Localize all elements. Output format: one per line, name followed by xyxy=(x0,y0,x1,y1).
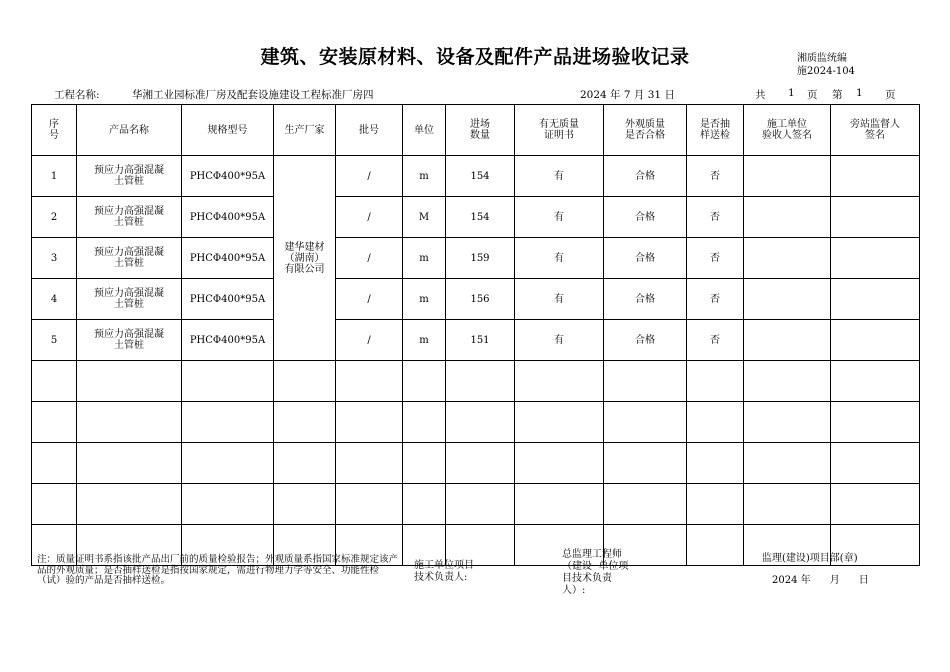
project-label: 工程名称: xyxy=(54,89,100,101)
project-name: 华湘工业园标准厂房及配套设施建设工程标准厂房四 xyxy=(132,89,374,101)
empty-cell xyxy=(182,361,274,402)
empty-cell xyxy=(32,443,77,484)
sampled-cell: 否 xyxy=(687,320,744,361)
column-header: 进场 数量 xyxy=(446,105,515,156)
column-header: 批号 xyxy=(336,105,403,156)
batch-cell: / xyxy=(336,279,403,320)
record-date: 2024 年 7 月 31 日 xyxy=(580,89,675,101)
form-code-line2: 施2024-104 xyxy=(797,66,855,77)
column-header: 规格型号 xyxy=(182,105,274,156)
construction-signature-cell xyxy=(744,238,831,279)
manufacturer-cell: 建华建材 （湖南） 有限公司 xyxy=(274,156,336,361)
spec-cell: PHCΦ400*95A xyxy=(182,197,274,238)
empty-cell xyxy=(744,361,831,402)
empty-cell xyxy=(446,402,515,443)
supervision-dept-label: 监理(建设)项目部(章) xyxy=(762,553,858,564)
spec-cell: PHCΦ400*95A xyxy=(182,279,274,320)
product-name-cell: 预应力高强混凝 土管桩 xyxy=(77,320,182,361)
supervisor-signature-cell xyxy=(831,320,920,361)
column-header: 有无质量 证明书 xyxy=(515,105,604,156)
empty-cell xyxy=(403,443,446,484)
empty-cell xyxy=(336,402,403,443)
spec-cell: PHCΦ400*95A xyxy=(182,156,274,197)
quantity-cell: 154 xyxy=(446,197,515,238)
sampled-cell: 否 xyxy=(687,238,744,279)
empty-cell xyxy=(515,361,604,402)
quantity-cell: 159 xyxy=(446,238,515,279)
footer-note: 注：质量证明书系指该批产品出厂前的质量检验报告；外观质量系指国家标准规定该产品的外观质量；是否抽样送检是指按国家规定，需进行物理力学等安全、功能性检（试）验的产品是否抽样送检。 xyxy=(37,554,399,586)
table-row xyxy=(32,197,920,238)
empty-cell xyxy=(831,484,920,525)
spec-cell: PHCΦ400*95A xyxy=(182,320,274,361)
empty-cell xyxy=(446,443,515,484)
batch-cell: / xyxy=(336,238,403,279)
construction-signature-cell xyxy=(744,197,831,238)
empty-table-row xyxy=(32,443,920,484)
unit-cell: m xyxy=(403,238,446,279)
empty-cell xyxy=(831,443,920,484)
appearance-cell: 合格 xyxy=(604,156,687,197)
column-header: 施工单位 验收人签名 xyxy=(744,105,831,156)
page-total-label: 共 xyxy=(755,89,766,101)
empty-cell xyxy=(403,361,446,402)
empty-cell xyxy=(274,484,336,525)
table-row xyxy=(32,320,920,361)
column-header: 产品名称 xyxy=(77,105,182,156)
table-row xyxy=(32,156,920,197)
empty-cell xyxy=(274,443,336,484)
column-header: 外观质量 是否合格 xyxy=(604,105,687,156)
row-number-cell: 5 xyxy=(32,320,77,361)
empty-cell xyxy=(77,361,182,402)
column-header: 旁站监督人 签名 xyxy=(831,105,920,156)
certificate-cell: 有 xyxy=(515,279,604,320)
sign-date: 2024 年 月 日 xyxy=(772,575,869,586)
product-name-cell: 预应力高强混凝 土管桩 xyxy=(77,279,182,320)
unit-cell: m xyxy=(403,320,446,361)
table-row xyxy=(32,279,920,320)
empty-cell xyxy=(403,484,446,525)
column-header: 生产厂家 xyxy=(274,105,336,156)
page-total: 1 xyxy=(788,87,795,99)
construction-signature-cell xyxy=(744,279,831,320)
empty-cell xyxy=(687,525,744,566)
quantity-cell: 156 xyxy=(446,279,515,320)
table-row xyxy=(32,238,920,279)
product-name-cell: 预应力高强混凝 土管桩 xyxy=(77,156,182,197)
construction-signature-cell xyxy=(744,320,831,361)
page-title: 建筑、安装原材料、设备及配件产品进场验收记录 xyxy=(260,46,690,68)
empty-cell xyxy=(182,402,274,443)
row-number-cell: 4 xyxy=(32,279,77,320)
page-num-label: 第 xyxy=(832,89,843,101)
unit-cell: M xyxy=(403,197,446,238)
construction-tech-label: 施工单位项目 技术负责人: xyxy=(414,560,474,583)
sampled-cell: 否 xyxy=(687,197,744,238)
appearance-cell: 合格 xyxy=(604,197,687,238)
empty-cell xyxy=(77,484,182,525)
unit-cell: m xyxy=(403,156,446,197)
certificate-cell: 有 xyxy=(515,156,604,197)
empty-cell xyxy=(336,361,403,402)
empty-cell xyxy=(336,484,403,525)
empty-cell xyxy=(831,402,920,443)
empty-cell xyxy=(32,402,77,443)
construction-signature-cell xyxy=(744,156,831,197)
row-number-cell: 1 xyxy=(32,156,77,197)
batch-cell: / xyxy=(336,197,403,238)
chief-supervisor-label: 总监理工程师 （建设 单位项 目技术负责 人）: xyxy=(562,549,629,596)
appearance-cell: 合格 xyxy=(604,279,687,320)
column-header: 是否抽 样送检 xyxy=(687,105,744,156)
empty-cell xyxy=(604,361,687,402)
empty-cell xyxy=(687,361,744,402)
supervisor-signature-cell xyxy=(831,197,920,238)
empty-cell xyxy=(687,443,744,484)
empty-cell xyxy=(336,443,403,484)
empty-cell xyxy=(687,402,744,443)
supervisor-signature-cell xyxy=(831,279,920,320)
supervisor-signature-cell xyxy=(831,238,920,279)
spec-cell: PHCΦ400*95A xyxy=(182,238,274,279)
empty-cell xyxy=(744,443,831,484)
empty-cell xyxy=(77,443,182,484)
empty-cell xyxy=(604,402,687,443)
supervisor-signature-cell xyxy=(831,156,920,197)
empty-cell xyxy=(446,484,515,525)
page-unit-2: 页 xyxy=(885,89,896,101)
appearance-cell: 合格 xyxy=(604,238,687,279)
empty-cell xyxy=(515,484,604,525)
page-unit-1: 页 xyxy=(807,89,818,101)
empty-cell xyxy=(182,484,274,525)
certificate-cell: 有 xyxy=(515,238,604,279)
empty-cell xyxy=(274,361,336,402)
row-number-cell: 2 xyxy=(32,197,77,238)
empty-table-row xyxy=(32,484,920,525)
product-name-cell: 预应力高强混凝 土管桩 xyxy=(77,197,182,238)
appearance-cell: 合格 xyxy=(604,320,687,361)
column-header: 序 号 xyxy=(32,105,77,156)
batch-cell: / xyxy=(336,156,403,197)
batch-cell: / xyxy=(336,320,403,361)
certificate-cell: 有 xyxy=(515,320,604,361)
unit-cell: m xyxy=(403,279,446,320)
acceptance-table xyxy=(31,104,920,566)
sampled-cell: 否 xyxy=(687,279,744,320)
table-header-row xyxy=(32,105,920,156)
empty-cell xyxy=(831,361,920,402)
empty-cell xyxy=(274,402,336,443)
empty-cell xyxy=(77,402,182,443)
column-header: 单位 xyxy=(403,105,446,156)
form-code-line1: 湘质监统编 xyxy=(797,53,847,64)
empty-cell xyxy=(515,443,604,484)
empty-cell xyxy=(744,402,831,443)
empty-cell xyxy=(604,484,687,525)
empty-cell xyxy=(32,361,77,402)
empty-cell xyxy=(687,484,744,525)
empty-cell xyxy=(604,443,687,484)
row-number-cell: 3 xyxy=(32,238,77,279)
product-name-cell: 预应力高强混凝 土管桩 xyxy=(77,238,182,279)
empty-cell xyxy=(182,443,274,484)
quantity-cell: 154 xyxy=(446,156,515,197)
certificate-cell: 有 xyxy=(515,197,604,238)
page-num: 1 xyxy=(856,87,863,99)
empty-cell xyxy=(515,402,604,443)
empty-table-row xyxy=(32,402,920,443)
empty-cell xyxy=(744,484,831,525)
empty-cell xyxy=(32,484,77,525)
empty-table-row xyxy=(32,361,920,402)
quantity-cell: 151 xyxy=(446,320,515,361)
empty-cell xyxy=(403,402,446,443)
empty-cell xyxy=(446,361,515,402)
sampled-cell: 否 xyxy=(687,156,744,197)
